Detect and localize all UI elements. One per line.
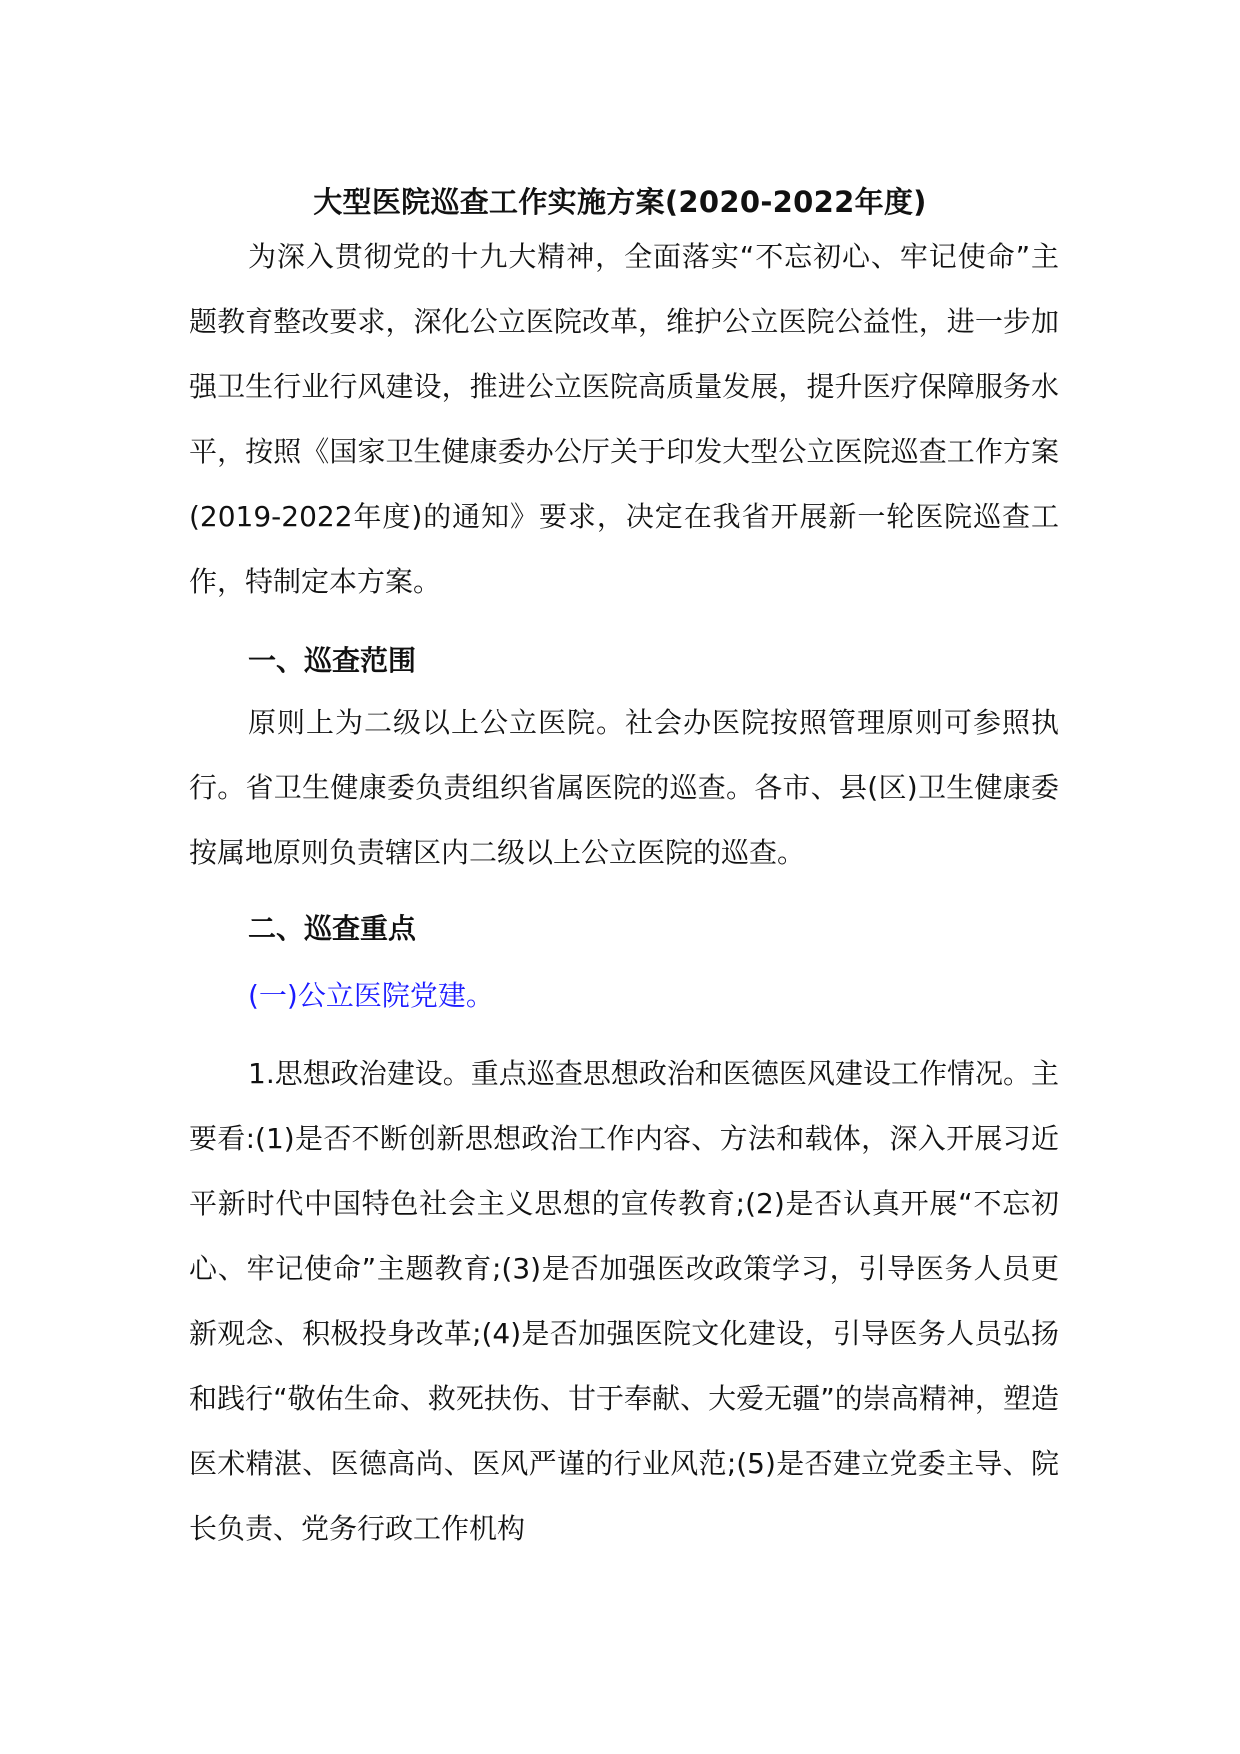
document-title: 大型医院巡查工作实施方案(2020-2022年度) — [313, 185, 927, 219]
subsection-heading-party-building: (一)公立医院党建。 — [248, 979, 494, 1012]
focus-paragraph: 1.思想政治建设。重点巡查思想政治和医德医风建设工作情况。主要看:(1)是否不断创新思想政治工作内容、方法和载体，深入开展习近平新时代中国特色社会主义思想的宣传教育;(2)是否认真开展“不忘初心、牢记使命”主题教育;(3)是否加强医改政策学习，引导医务人员更新观念、积极投身改革;(4)是否加强医院文化建设，引导医务人员弘扬和践行“敬佑生命、救死扶伤、甘于奉献、大爱无疆”的崇高精神，塑造医术精湛、医德高尚、医风严谨的行业风范;(5)是否建立党委主导、院长负责、党务行政工作机构 — [189, 1057, 1059, 1545]
section-heading-focus: 二、巡查重点 — [248, 912, 417, 945]
intro-paragraph: 为深入贯彻党的十九大精神，全面落实“不忘初心、牢记使命”主题教育整改要求，深化公立医院改革，维护公立医院公益性，进一步加强卫生行业行风建设，推进公立医院高质量发展，提升医疗保障服务水平，按照《国家卫生健康委办公厅关于印发大型公立医院巡查工作方案(2019-2022年度)的通知》要求，决定在我省开展新一轮医院巡查工作，特制定本方案。 — [189, 240, 1059, 598]
scope-paragraph: 原则上为二级以上公立医院。社会办医院按照管理原则可参照执行。省卫生健康委负责组织省属医院的巡查。各市、县(区)卫生健康委按属地原则负责辖区内二级以上公立医院的巡查。 — [189, 706, 1059, 869]
section-heading-scope: 一、巡查范围 — [248, 644, 417, 677]
